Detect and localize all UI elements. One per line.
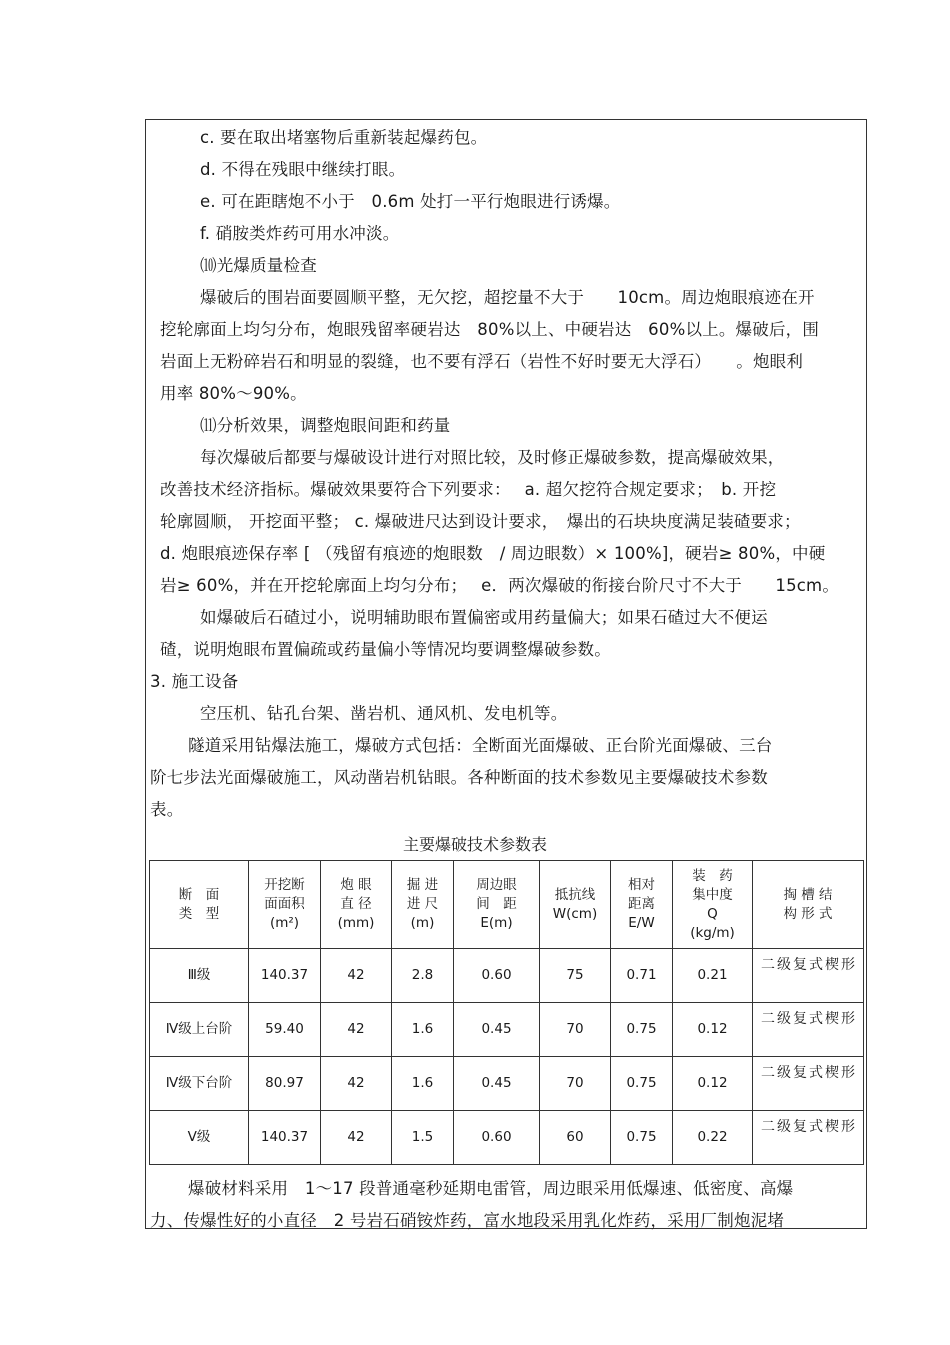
text-line: 每次爆破后都要与爆破设计进行对照比较，及时修正爆破参数，提高爆破效果，	[200, 448, 785, 467]
table-cell: Ⅴ级	[150, 1111, 249, 1165]
table-cell: 59.40	[249, 1003, 321, 1057]
text-line: d. 炮眼痕迹保存率 [ （残留有痕迹的炮眼数 / 周边眼数）× 100%]，硬岩≥ 80%，中硬	[160, 544, 826, 563]
header-cell: 炮 眼 直 径 (mm)	[321, 861, 392, 949]
table-cell: 140.37	[249, 949, 321, 1003]
header-cell: 开挖断 面面积 (m²)	[249, 861, 321, 949]
table-cell: 0.60	[454, 949, 540, 1003]
text-line: 轮廓圆顺， 开挖面平整； c. 爆破进尺达到设计要求， 爆出的石块块度满足装碴要求；	[160, 512, 801, 531]
text-line: 爆破材料采用 1～17 段普通毫秒延期电雷管，周边眼采用低爆速、低密度、高爆	[188, 1179, 794, 1198]
table-cell: 0.45	[454, 1057, 540, 1111]
table-cell: 42	[321, 949, 392, 1003]
table-cell: 0.75	[611, 1057, 673, 1111]
text-line: 岩≥ 60%，并在开挖轮廓面上均匀分布； e．两次爆破的衔接台阶尺寸不大于 15cm。	[160, 576, 840, 595]
table-cell: 60	[540, 1111, 611, 1165]
table-cell: 0.21	[673, 949, 753, 1003]
table-caption: 主要爆破技术参数表	[402, 835, 547, 854]
header-cell: 装 药 集中度 Q (kg/m)	[673, 861, 753, 949]
section-heading: ⑾分析效果，调整炮眼间距和药量	[200, 416, 451, 435]
table-row	[150, 1003, 864, 1057]
text-line: 表。	[150, 800, 184, 819]
table-row	[150, 1057, 864, 1111]
table-cell: 0.75	[611, 1003, 673, 1057]
table-cell: 75	[540, 949, 611, 1003]
table-cell: 0.22	[673, 1111, 753, 1165]
text-line: 改善技术经济指标。爆破效果要符合下列要求： a. 超欠挖符合规定要求； b. 开挖	[160, 480, 777, 499]
text-line: 岩面上无粉碎岩石和明显的裂缝，也不要有浮石（岩性不好时要无大浮石） 。炮眼利	[160, 352, 804, 371]
section-heading: 3. 施工设备	[150, 672, 239, 691]
header-cell: 断 面 类 型	[150, 861, 249, 949]
text-line: 阶七步法光面爆破施工，风动凿岩机钻眼。各种断面的技术参数见主要爆破技术参数	[150, 768, 768, 787]
table-cell: Ⅲ级	[150, 949, 249, 1003]
table-cell: 2.8	[392, 949, 454, 1003]
table-cell: 1.5	[392, 1111, 454, 1165]
header-cell: 掘 进 进 尺 (m)	[392, 861, 454, 949]
text-line: 挖轮廓面上均匀分布，炮眼残留率硬岩达 80%以上、中硬岩达 60%以上。爆破后，围	[160, 320, 820, 339]
text-line: 隧道采用钻爆法施工，爆破方式包括：全断面光面爆破、正台阶光面爆破、三台	[188, 736, 773, 755]
header-cell: 抵抗线 W(cm)	[540, 861, 611, 949]
text-line: e. 可在距瞎炮不小于 0.6m 处打一平行炮眼进行诱爆。	[200, 192, 621, 211]
table-cell: 二级复式楔形	[753, 1111, 864, 1165]
table-cell: 1.6	[392, 1057, 454, 1111]
header-cell: 周边眼 间 距 E(m)	[454, 861, 540, 949]
table-cell: 二级复式楔形	[753, 1057, 864, 1111]
text-line: 碴，说明炮眼布置偏疏或药量偏小等情况均要调整爆破参数。	[160, 640, 611, 659]
table-cell: 70	[540, 1003, 611, 1057]
table-cell: 80.97	[249, 1057, 321, 1111]
table-cell: 1.6	[392, 1003, 454, 1057]
table-cell: Ⅳ级上台阶	[150, 1003, 249, 1057]
table-cell: 42	[321, 1003, 392, 1057]
parameter-table	[149, 860, 864, 1165]
text-line: 如爆破后石碴过小，说明辅助眼布置偏密或用药量偏大；如果石碴过大不便运	[200, 608, 768, 627]
table-row	[150, 949, 864, 1003]
table-row	[150, 1111, 864, 1165]
text-line: 爆破后的围岩面要圆顺平整，无欠挖，超挖量不大于 10cm。周边炮眼痕迹在开	[200, 288, 815, 307]
table-cell: 0.12	[673, 1003, 753, 1057]
header-cell: 相对 距离 E/W	[611, 861, 673, 949]
table-cell: Ⅳ级下台阶	[150, 1057, 249, 1111]
table-cell: 二级复式楔形	[753, 1003, 864, 1057]
table-cell: 140.37	[249, 1111, 321, 1165]
table-cell: 0.12	[673, 1057, 753, 1111]
table-cell: 0.71	[611, 949, 673, 1003]
table-cell: 0.45	[454, 1003, 540, 1057]
text-line: 用率 80%～90%。	[160, 384, 307, 403]
text-line: f. 硝胺类炸药可用水冲淡。	[200, 224, 400, 243]
text-line: c. 要在取出堵塞物后重新装起爆药包。	[200, 128, 488, 147]
table-cell: 42	[321, 1057, 392, 1111]
table-cell: 0.60	[454, 1111, 540, 1165]
table-cell: 42	[321, 1111, 392, 1165]
section-heading: ⑽光爆质量检查	[200, 256, 317, 275]
table-header-row	[150, 861, 864, 949]
table-cell: 0.75	[611, 1111, 673, 1165]
text-line: d. 不得在残眼中继续打眼。	[200, 160, 406, 179]
text-line: 力、传爆性好的小直径 2 号岩石硝铵炸药，富水地段采用乳化炸药，采用厂制炮泥堵	[150, 1211, 785, 1230]
text-line: 空压机、钻孔台架、凿岩机、通风机、发电机等。	[200, 704, 568, 723]
table-cell: 二级复式楔形	[753, 949, 864, 1003]
header-cell: 掏 槽 结 构 形 式	[753, 861, 864, 949]
table-cell: 70	[540, 1057, 611, 1111]
